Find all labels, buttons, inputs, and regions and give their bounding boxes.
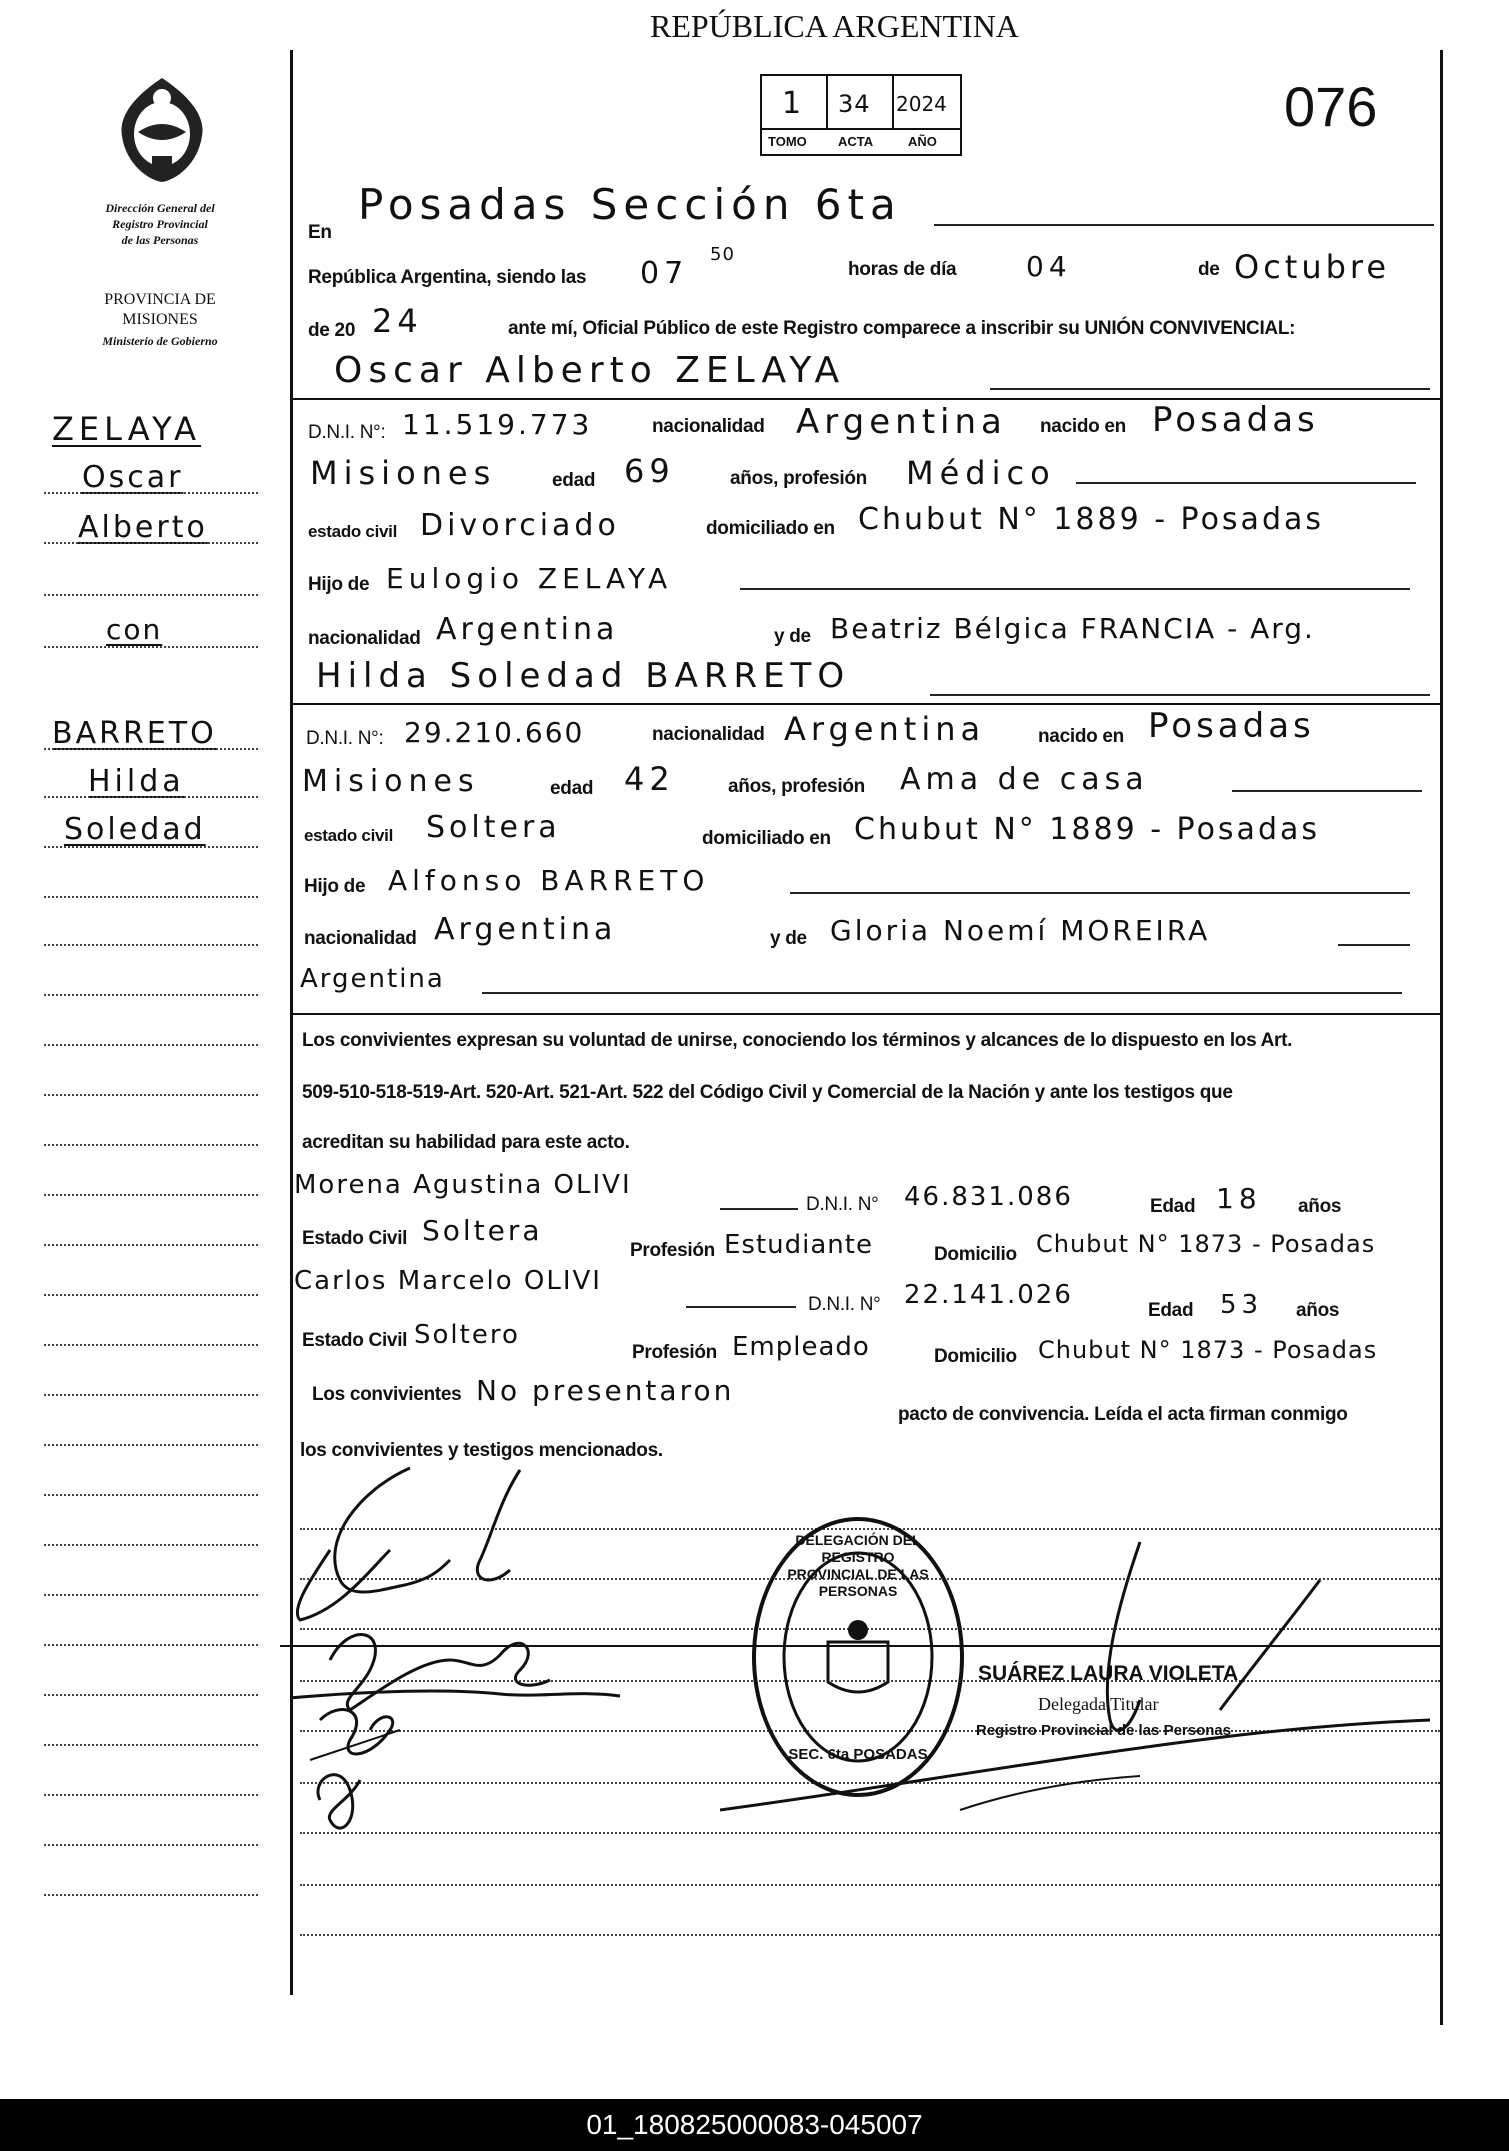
officer-name: SUÁREZ LAURA VIOLETA xyxy=(978,1662,1239,1685)
country-title: REPÚBLICA ARGENTINA xyxy=(650,8,1019,44)
person2-nacido: Posadas xyxy=(1148,706,1315,746)
witness1-edad: 18 xyxy=(1216,1182,1262,1215)
person2-fullname: Hilda Soledad BARRETO xyxy=(316,656,851,696)
officer-office: Registro Provincial de las Personas xyxy=(976,1722,1232,1739)
label-estado-witness1: Estado Civil xyxy=(302,1228,408,1249)
person1-padre: Eulogio ZELAYA xyxy=(386,562,673,595)
person1-profesion: Médico xyxy=(906,454,1056,492)
year-value: 24 xyxy=(372,302,423,340)
label-dni-witness2: D.N.I. N° xyxy=(808,1294,881,1315)
label-ante: ante mí, Oficial Público de este Registro comparece a inscribir su UNIÓN CONVIVENCIAL: xyxy=(508,318,1296,339)
stamp-bottom-text: SEC. 6ta POSADAS xyxy=(788,1746,928,1763)
person2-nacionalidad: Argentina xyxy=(784,710,986,748)
label-edad-witness2: Edad xyxy=(1148,1300,1194,1321)
signature-officer xyxy=(720,1540,1440,1845)
closing-value: No presentaron xyxy=(476,1374,735,1407)
label-nacido-2: nacido en xyxy=(1038,726,1124,747)
margin-surname-2: BARRETO xyxy=(52,716,217,751)
person2-domicilio: Chubut N° 1889 - Posadas xyxy=(854,812,1320,847)
ministry-name: Ministerio de Gobierno xyxy=(102,334,218,348)
witness1-domicilio: Chubut N° 1873 - Posadas xyxy=(1036,1230,1376,1258)
label-en: En xyxy=(308,222,332,243)
label-nacido-1: nacido en xyxy=(1040,416,1126,437)
person2-madre: Gloria Noemí MOREIRA xyxy=(830,914,1211,947)
label-anos-witness2: años xyxy=(1296,1300,1340,1321)
label-edad-2: edad xyxy=(550,778,594,799)
person2-estado: Soltera xyxy=(426,810,561,845)
label-anos-witness1: años xyxy=(1298,1196,1342,1217)
person2-dni: 29.210.660 xyxy=(404,716,585,749)
clause-line-1: Los convivientes expresan su voluntad de unirse, conociendo los términos y alcances de lo dispuesto en los Art. xyxy=(302,1030,1293,1051)
label-de: de xyxy=(1198,259,1220,280)
person1-madre: Beatriz Bélgica FRANCIA - Arg. xyxy=(830,612,1315,645)
label-estado-2: estado civil xyxy=(304,826,393,845)
clause-line-2: 509-510-518-519-Art. 520-Art. 521-Art. 522 del Código Civil y Comercial de la Nación y ante los testigos que xyxy=(302,1082,1233,1103)
rule-2 xyxy=(290,703,1442,705)
witness2-name: Carlos Marcelo OLIVI xyxy=(294,1266,602,1296)
anio-label: AÑO xyxy=(908,134,937,149)
tomo-label: TOMO xyxy=(768,134,807,149)
person1-estado: Divorciado xyxy=(420,508,620,543)
label-domicilio-witness2: Domicilio xyxy=(934,1346,1017,1367)
day-value: 04 xyxy=(1026,250,1072,283)
agency-name: Dirección General del Registro Provincial de las Personas xyxy=(105,201,215,247)
person1-nacionalidad: Argentina xyxy=(796,402,1007,442)
clause-line-3: acreditan su habilidad para este acto. xyxy=(302,1132,630,1153)
witness2-profesion: Empleado xyxy=(732,1332,870,1362)
label-yde-1: y de xyxy=(774,626,811,647)
person1-nacido: Posadas xyxy=(1152,400,1319,440)
label-nacionalidad-padre-1: nacionalidad xyxy=(308,628,421,649)
person1-nacido-province: Misiones xyxy=(310,454,497,492)
margin-name-2a: Hilda xyxy=(88,764,185,799)
acta-value: 34 xyxy=(838,90,871,118)
tomo-value: 1 xyxy=(782,86,807,121)
right-frame-line xyxy=(1440,50,1443,2025)
label-yde-2: y de xyxy=(770,928,807,949)
label-profesion-witness1: Profesión xyxy=(630,1240,715,1261)
label-dni-witness1: D.N.I. N° xyxy=(806,1194,879,1215)
person2-nacido-province: Misiones xyxy=(302,764,480,799)
label-edad-1: edad xyxy=(552,470,596,491)
province-name: PROVINCIA DE MISIONES xyxy=(104,291,216,328)
person1-domicilio: Chubut N° 1889 - Posadas xyxy=(858,502,1324,537)
person2-madre-nacionalidad: Argentina xyxy=(300,964,445,994)
margin-name-1b: Alberto xyxy=(78,510,208,545)
label-anos-profesion-1: años, profesión xyxy=(730,468,867,489)
closing-line-2: los convivientes y testigos mencionados. xyxy=(300,1440,663,1461)
label-estado-witness2: Estado Civil xyxy=(302,1330,408,1351)
label-profesion-witness2: Profesión xyxy=(632,1342,717,1363)
label-horas: horas de día xyxy=(848,259,957,280)
margin-con: con xyxy=(106,613,163,646)
person1-dni: 11.519.773 xyxy=(402,408,593,441)
label-de-20: de 20 xyxy=(308,320,356,341)
witness1-estado: Soltera xyxy=(422,1214,543,1247)
margin-name-1a: Oscar xyxy=(82,460,184,495)
label-nacionalidad-2: nacionalidad xyxy=(652,724,765,745)
label-dni-2: D.N.I. N°: xyxy=(306,728,384,749)
month-value: Octubre xyxy=(1234,248,1391,286)
label-hijo-1: Hijo de xyxy=(308,574,370,595)
acta-label: ACTA xyxy=(838,134,874,149)
label-republica-siendo: República Argentina, siendo las xyxy=(308,267,587,288)
signature-convivientes-testigos xyxy=(280,1460,640,1855)
witness2-edad: 53 xyxy=(1220,1290,1264,1320)
witness1-name: Morena Agustina OLIVI xyxy=(294,1170,632,1200)
witness2-domicilio: Chubut N° 1873 - Posadas xyxy=(1038,1336,1378,1364)
footer-code: 01_180825000083-045007 xyxy=(586,2109,923,2140)
person2-padre: Alfonso BARRETO xyxy=(388,864,710,897)
witness1-dni: 46.831.086 xyxy=(904,1182,1073,1212)
label-hijo-2: Hijo de xyxy=(304,876,366,897)
stamp-text: DELEGACIÓN DEL REGISTRO PROVINCIAL DE LAS PERSONAS xyxy=(787,1532,929,1599)
person1-fullname: Oscar Alberto ZELAYA xyxy=(334,350,846,391)
act-number-box xyxy=(760,74,962,156)
hour-value: 07 xyxy=(640,256,689,291)
place-value: Posadas Sección 6ta xyxy=(358,180,902,229)
coat-of-arms-icon xyxy=(108,74,216,191)
footer-bar xyxy=(0,2099,1509,2151)
closing-prefix: Los convivientes xyxy=(312,1384,462,1405)
minutes-value: 50 xyxy=(710,244,735,265)
label-dni-1: D.N.I. N°: xyxy=(308,422,386,443)
label-anos-profesion-2: años, profesión xyxy=(728,776,865,797)
witness1-profesion: Estudiante xyxy=(724,1230,873,1260)
margin-name-2b: Soledad xyxy=(64,812,206,847)
rule-3 xyxy=(290,1013,1442,1015)
closing-suffix: pacto de convivencia. Leída el acta firman conmigo xyxy=(898,1404,1348,1425)
witness2-estado: Soltero xyxy=(414,1320,520,1350)
person1-edad: 69 xyxy=(624,452,675,490)
label-nacionalidad-padre-2: nacionalidad xyxy=(304,928,417,949)
label-nacionalidad-1: nacionalidad xyxy=(652,416,765,437)
person1-padre-nacionalidad: Argentina xyxy=(436,612,619,647)
label-domicilio-witness1: Domicilio xyxy=(934,1244,1017,1265)
label-estado-1: estado civil xyxy=(308,522,397,541)
label-domiciliado-2: domiciliado en xyxy=(702,828,831,849)
label-edad-witness1: Edad xyxy=(1150,1196,1196,1217)
person2-padre-nacionalidad: Argentina xyxy=(434,912,617,947)
label-domiciliado-1: domiciliado en xyxy=(706,518,835,539)
person2-profesion: Ama de casa xyxy=(900,762,1149,797)
person2-edad: 42 xyxy=(624,760,675,798)
margin-surname-1: ZELAYA xyxy=(52,410,202,448)
witness2-dni: 22.141.026 xyxy=(904,1280,1073,1310)
anio-value: 2024 xyxy=(896,92,947,116)
officer-title: Delegada Titular xyxy=(1038,1694,1159,1714)
act-number: 076 xyxy=(1284,75,1378,138)
